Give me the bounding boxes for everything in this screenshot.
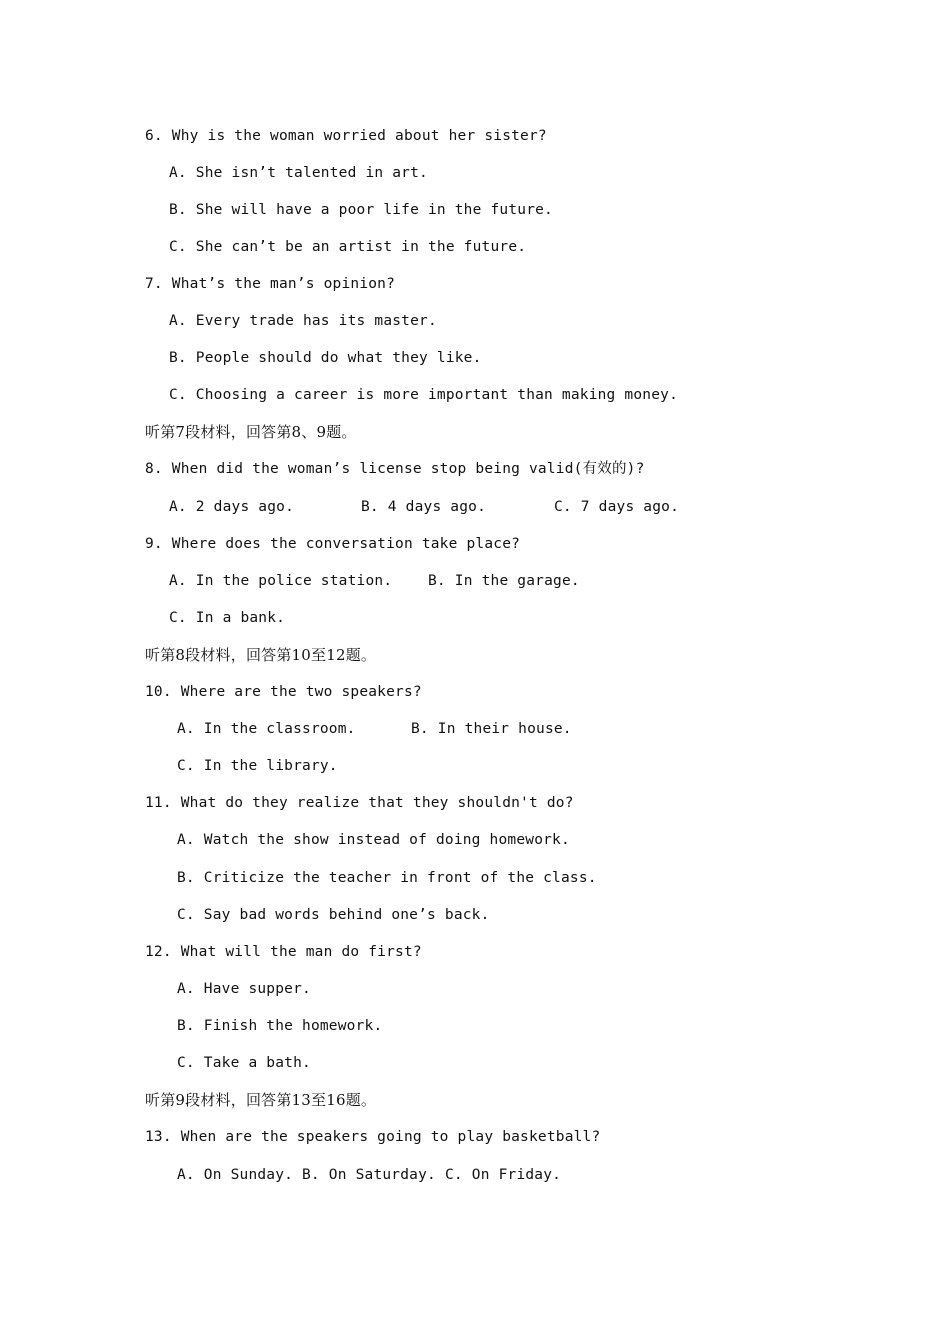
question-7-option-c: C. Choosing a career is more important than making money. — [169, 387, 678, 403]
section-heading-7: 听第7段材料，回答第8、9题。 — [145, 423, 357, 441]
question-9: 9. Where does the conversation take place? — [145, 536, 521, 552]
question-8-option-b: B. 4 days ago. — [361, 499, 487, 515]
question-8-option-a: A. 2 days ago. — [169, 499, 295, 515]
question-9-option-c: C. In a bank. — [169, 610, 286, 626]
question-10-option-a: A. In the classroom. — [177, 721, 356, 737]
question-6-option-c: C. She can’t be an artist in the future. — [169, 239, 527, 255]
question-11: 11. What do they realize that they shouldn't do? — [145, 795, 574, 811]
question-9-option-b: B. In the garage. — [428, 573, 580, 589]
question-7: 7. What’s the man’s opinion? — [145, 276, 396, 292]
question-13-option-b: B. On Saturday. — [302, 1167, 436, 1183]
question-10: 10. Where are the two speakers? — [145, 684, 422, 700]
question-6-option-b: B. She will have a poor life in the future. — [169, 202, 553, 218]
section-heading-9: 听第9段材料，回答第13至16题。 — [145, 1091, 377, 1109]
question-11-option-b: B. Criticize the teacher in front of the class. — [177, 870, 597, 886]
question-10-option-c: C. In the library. — [177, 758, 338, 774]
question-13-option-a: A. On Sunday. — [177, 1167, 294, 1183]
question-8-option-c: C. 7 days ago. — [554, 499, 680, 515]
question-12: 12. What will the man do first? — [145, 944, 422, 960]
question-12-option-b: B. Finish the homework. — [177, 1018, 383, 1034]
question-11-option-a: A. Watch the show instead of doing homework. — [177, 832, 570, 848]
section-heading-8: 听第8段材料，回答第10至12题。 — [145, 646, 377, 664]
question-7-option-a: A. Every trade has its master. — [169, 313, 437, 329]
question-13: 13. When are the speakers going to play basketball? — [145, 1129, 601, 1145]
question-12-option-c: C. Take a bath. — [177, 1055, 311, 1071]
question-9-option-a: A. In the police station. — [169, 573, 393, 589]
question-6-option-a: A. She isn’t talented in art. — [169, 165, 428, 181]
question-8: 8. When did the woman’s license stop being valid(有效的)? — [145, 461, 645, 477]
question-6: 6. Why is the woman worried about her sister? — [145, 128, 547, 144]
question-12-option-a: A. Have supper. — [177, 981, 311, 997]
question-7-option-b: B. People should do what they like. — [169, 350, 482, 366]
question-13-option-c: C. On Friday. — [445, 1167, 562, 1183]
question-11-option-c: C. Say bad words behind one’s back. — [177, 907, 490, 923]
question-10-option-b: B. In their house. — [411, 721, 572, 737]
